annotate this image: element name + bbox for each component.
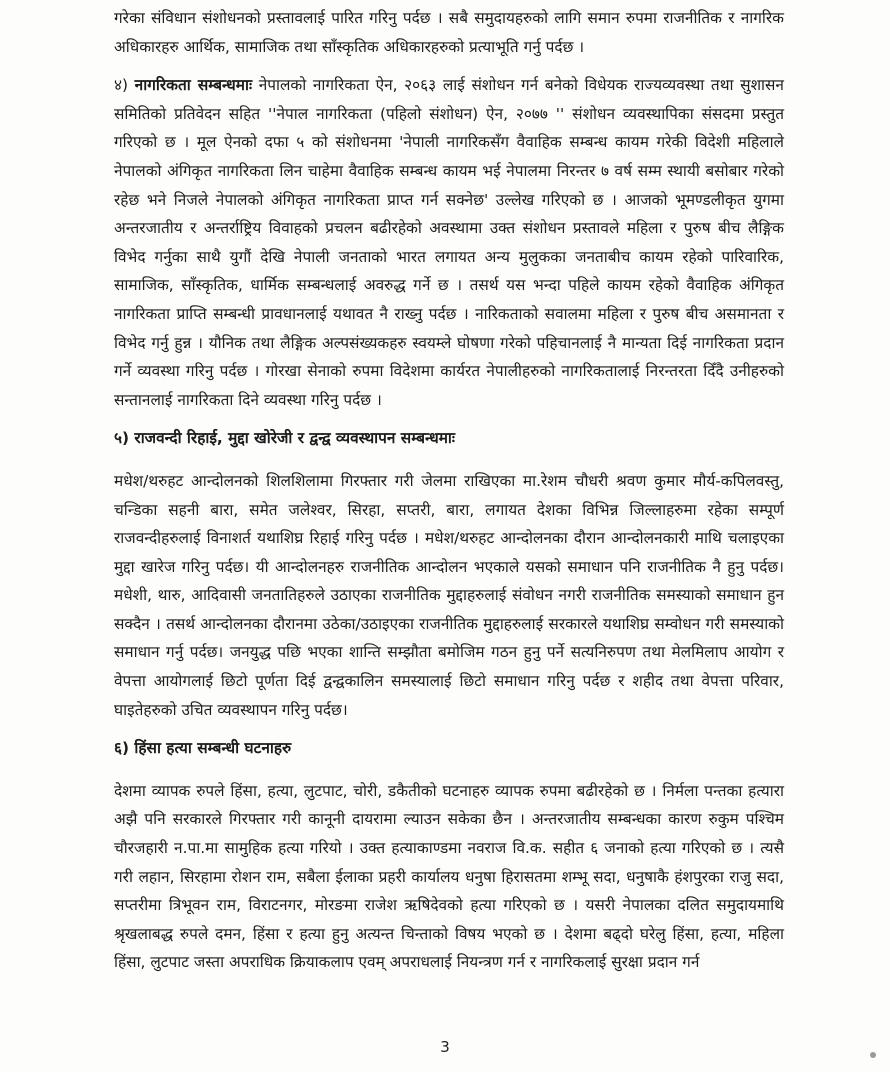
scan-mark bbox=[870, 1052, 876, 1058]
spacer bbox=[114, 453, 784, 467]
spacer bbox=[114, 61, 784, 71]
section-4-paragraph bbox=[114, 71, 784, 414]
section-6-body: देशमा व्यापक रुपले हिंसा, हत्या, लुटपाट, चोरी, डकैतीको घटनाहरु व्यापक रुपमा बढीरहेको छ । निर्मला पन्तका हत्यारा अझै पनि सरकारले गिरफ्तार गरी कानूनी दायरामा ल्याउन सकेका छैन । अन्तरजातीय सम्बन्धका कारण रुकुम पश्चिम चौरजहारी न.पा.मा सामुहिक हत्या गरियो । उक्त हत्याकाण्डमा नवराज वि.क. सहीत ६ जनाको हत्या गरिएको छ । त्यसै गरी लहान, सिरहामा रोशन राम, सबैला ईलाका प्रहरी कार्यालय धनुषा हिरासतमा शम्भू सदा, धनुषाकै हंशपुरका राजु सदा, सप्तरीमा त्रिभूवन राम, विराटनगर, मोरङमा राजेश ऋषिदेवको हत्या गरिएको छ । यसरी नेपालका दलित समुदायमाथि श्रृखलाबद्ध रुपले दमन, हिंसा र हत्या हुनु अत्यन्त चिन्ताको विषय भएको छ । देशमा बढ्दो घरेलु हिंसा, हत्या, महिला हिंसा, लुटपाट जस्ता अपराधिक क्रियाकलाप एवम् अपराधलाई नियन्त्रण गर्न र नागरिकलाई सुरक्षा प्रदान गर्न bbox=[114, 781, 784, 972]
spacer bbox=[114, 724, 784, 734]
intro-paragraph: गरेका संविधान संशोधनको प्रस्तावलाई पारित गरिनु पर्दछ । सबै समुदायहरुको लागि समान रुपमा राजनीतिक र नागरिक अधिकारहरु आर्थिक, सामाजिक तथा साँस्कृतिक अधिकारहरुको प्रत्याभूति गर्नु पर्दछ । bbox=[114, 9, 784, 56]
section-5-body: मधेश/थरुहट आन्दोलनको शिलशिलामा गिरफ्तार गरी जेलमा राखिएका मा.रेशम चौधरी श्रवण कुमार मौर्य-कपिलवस्तु, चन्डिका सहनी बारा, समेत जलेश्वर, सिरहा, सप्तरी, बारा, लगायत देशका विभिन्न जिल्लाहरुमा रहेका सम्पूर्ण राजवन्दीहरुलाई विनाशर्त यथाशिघ्र रिहाई गरिनु पर्दछ । मधेश/थरुहट आन्दोलनका दौरान आन्दोलनकारी माथि चलाइएका मुद्दा खारेज गरिनु पर्दछ। यी आन्दोलनहरु राजनीतिक आन्दोलन भएकाले यसको समाधान पनि राजनीतिक नै हुनु पर्दछ। मधेशी, थारु, आदिवासी जनतातिहरुले उठाएका राजनीतिक मुद्दाहरुलाई संवोधन नगरी राजनीतिक समस्याको समाधान हुन सक्दैन । तसर्थ आन्दोलनका दौरानमा उठेका/उठाइएका राजनीतिक मुद्दाहरुलाई सरकारले यथाशिघ्र सम्वोधन गरी समस्याको समाधान गर्नु पर्दछ। जनयुद्ध पछि भएका शान्ति सम्झौता बमोजिम गठन हुनु पर्ने सत्यनिरुपण तथा मेलमिलाप आयोग र वेपत्ता आयोगलाई छिटो पूर्णता दिई द्वन्द्वकालिन समस्यालाई छिटो समाधान गरिनु पर्दछ र शहीद तथा वेपत्ता परिवार, घाइतेहरुको उचित व्यवस्थापन गरिनु पर्दछ। bbox=[114, 471, 784, 719]
section-4-body: नेपालको नागरिकता ऐन, २०६३ लाई संशोधन गर्न बनेको विधेयक राज्यव्यवस्था तथा सुशासन समितिको प्रतिवेदन सहित ''नेपाल नागरिकता (पहिलो संशोधन) ऐन, २०७७ '' संशोधन व्यवस्थापिका संसदमा प्रस्तुत गरिएको छ । मूल ऐनको दफा ५ को संशोधनमा 'नेपाली नागरिकसँग वैवाहिक सम्बन्ध कायम गरेकी विदेशी महिलाले नेपालको अंगिकृत नागरिकता लिन चाहेमा वैवाहिक सम्बन्ध कायम भई नेपालमा निरन्तर ७ वर्ष सम्म स्थायी बसोबार गरेको रहेछ भने निजले नेपालको अंगिकृत नागरिकता प्राप्त गर्न सक्नेछ' उल्लेख गरिएको छ । आजको भूमण्डलीकृत युगमा अन्तरजातीय र अन्तर्राष्ट्रिय विवाहको प्रचलन बढीरहेको अवस्थामा उक्त संशोधन प्रस्तावले महिला र पुरुष बीच लैङ्गिक विभेद गर्नुका साथै युगौं देखि नेपाली जनताको भारत लगायत अन्य मुलुकका जनताबीच कायम रहेको पारिवारिक, सामाजिक, साँस्कृतिक, धार्मिक सम्बन्धलाई अवरुद्ध गर्ने छ । तसर्थ यस भन्दा पहिले कायम रहेको वैवाहिक अंगिकृत नागरिकता प्राप्ति सम्बन्धी प्रावधानलाई यथावत नै राख्नु पर्दछ । नारिकताको सवालमा महिला र पुरुष बीच असमानता र विभेद गर्नु हुन्न । यौनिक तथा लैङ्गिक अल्पसंख्यकहरु स्वयम्ले घोषणा गरेको पहिचानलाई नै मान्यता दिई नागरिकता प्रदान गर्ने व्यवस्था गरिनु पर्दछ । गोरखा सेनाको रुपमा विदेशमा कार्यरत नेपालीहरुको नागरिकतालाई निरन्तरता दिँदै उनीहरुको सन्तानलाई नागरिकता दिने व्यवस्था गरिनु पर्दछ । bbox=[114, 76, 784, 409]
section-6-heading: ६) हिंसा हत्या सम्बन्धी घटनाहरु bbox=[114, 739, 292, 758]
document-body bbox=[114, 4, 784, 977]
section-4-number: ४) bbox=[114, 76, 129, 95]
page-number: 3 bbox=[440, 1038, 450, 1056]
section-5-heading: ५) राजवन्दी रिहाई, मुद्दा खोरेजी र द्वन्द्व व्यवस्थापन सम्बन्धमाः bbox=[114, 429, 456, 448]
section-4-heading: नागरिकता सम्बन्धमाः bbox=[134, 76, 253, 95]
spacer bbox=[114, 763, 784, 777]
spacer bbox=[114, 414, 784, 424]
